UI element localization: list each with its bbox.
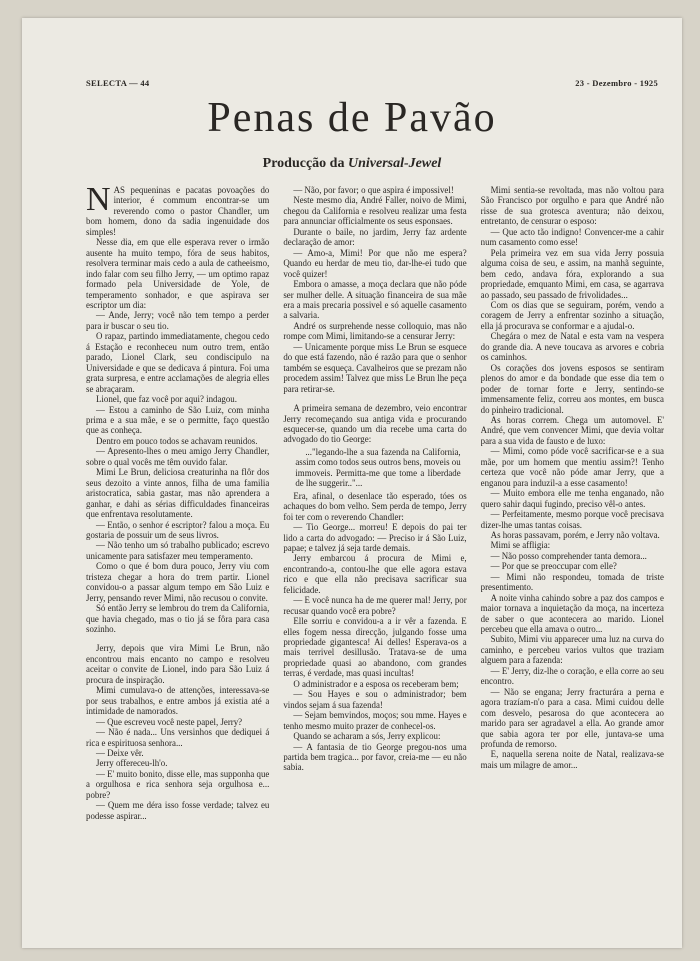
paragraph: — Não se engana; Jerry fracturára a perna e agora trazíam-n'o para a casa. Mimi cuidou delle com desvelo, pesarosa do que acontecera ao marido para ser agradavel a ella. Ao grande amor que sabia agora ter por elle, juntava-se uma profunda de remorso.	[480, 686, 664, 750]
paragraph: Chegára o mez de Natal e esta vam na vespera do grande dia. A neve toucava as arvores e cobria os caminhos.	[480, 331, 664, 363]
paragraph: Embora o amasse, a moça declara que não póde ser mulher delle. A situação financeira de sua mãe era a mais precaria possivel e só aquelle casamento a salvaria.	[283, 279, 467, 321]
paragraph: — A fantasia de tio George pregou-nos uma partida bem tragica... por favor, creia-me — eu não sabia.	[283, 741, 467, 773]
paragraph: — Mimi, como póde você sacrificar-se e a sua mãe, por um homem que mentiu assim?! Tenho certeza que você não póde amar Jerry, que a enganou para induzil-a a esse casamento!	[480, 446, 664, 488]
article-subtitle	[22, 156, 682, 172]
paragraph: — E' Jerry, diz-lhe o coração, e ella corre ao seu encontro.	[480, 665, 664, 687]
paragraph: Quando se acharam a sós, Jerry explicou:	[293, 731, 441, 742]
paragraph: Mimi Le Brun, deliciosa creaturinha na flôr dos seus dezoito a vinte annos, filha de uma familia aristocratica, sabia gastar, mas não aprendera a ganhar, e dahi as sérias difficuldades financeiras que enfrentava resolutamente.	[86, 467, 270, 520]
paragraph: A primeira semana de dezembro, veio encontrar Jerry recomeçando sua antiga vida e procurando esquecer-se, quando um dia recebe uma carta do advogado do tio George:	[283, 403, 467, 445]
paragraph: — E você nunca ha de me querer mal! Jerry, por recusar quando você era pobre?	[283, 595, 467, 616]
paragraph: — Não é nada... Uns versinhos que dediquei á rica e espirituosa senhora...	[86, 727, 270, 748]
header-date: 23 - Dezembro - 1925	[575, 78, 658, 88]
paragraph: — Ande, Jerry; você não tem tempo a perder para ir buscar o seu tio.	[86, 310, 270, 331]
paragraph: Como o que é bom dura pouco, Jerry viu com tristeza chegar a hora do trem partir. Lionel convidou-o a passar algum tempo em São Luiz e Jerry, pensando rever Mimi, não recusou o convite.	[86, 561, 270, 603]
paragraph: O rapaz, partindo immediatamente, chegou cedo á Estação e reconheceu num outro trem, então parado, Lionel Clark, seu condiscipulo na Universidade e que se dedicava á pintura. Foi uma grata surpresa, e entre acclamações de alegria elles se abraçaram.	[86, 331, 270, 394]
paragraph: — Tio George... morreu! E depois do pai ter lido a carta do advogado: — Preciso ir á São Luiz, papae; e talvez já seja tarde demais.	[283, 522, 467, 553]
article-body	[86, 185, 664, 935]
paragraph: Os corações dos jovens esposos se sentiram plenos do amor e da bondade que esse dia tem o poder de tornar forte e Jerry, sentindo-se immensamente feliz, correu aos montes, em busca do pinheiro tradicional.	[480, 362, 664, 415]
paragraph: — Deixe vêr.	[96, 748, 144, 759]
paragraph-text: AS pequeninas e pacatas povoações do interior, é commum encontrar-se um reverendo como o pastor Chandler, um bom homem, dono da sadia ingenuidade dos simples!	[86, 185, 270, 237]
paragraph: E, naquella serena noite de Natal, realizava-se mais um milagre de amor...	[480, 749, 664, 770]
paragraph: Elle sorriu e convidou-a a ir vêr a fazenda. E elles fogem nessa direcção, julgando fosse uma propriedade gigantesca! Ai delles! Esperava-os a mais terrivel desillusão. Tratava-se de uma propriedade quasi ao abandono, com grandes terras, é verdade, mas quasi incultas!	[283, 616, 467, 679]
paragraph: — E' muito bonito, disse elle, mas supponha que a orgulhosa e rica senhora seja orgulhosa e... pobre?	[86, 768, 270, 800]
paragraph: — Não, por favor; o que aspira é impossivel!	[293, 185, 454, 195]
paragraph: Mimi cumulava-o de attenções, interessava-se por seus trabalhos, e entre ambos já existia até a intimidade de namorados.	[86, 685, 270, 717]
paragraph: André os surprehende nesse colloquio, mas não rompe com Mimi, limitando-se a censurar Jerry:	[283, 320, 467, 342]
paragraph: — Não tenho um só trabalho publicado; escrevo unicamente para satisfazer meu temperamento.	[86, 540, 270, 561]
paragraph: Jerry embarcou á procura de Mimi e, encontrando-a, contou-lhe que elle agora estava rico e que ella não precisava sacrificar sua felicidade.	[283, 553, 467, 595]
paragraph: — Quem me déra isso fosse verdade; talvez eu podesse aspirar...	[86, 800, 270, 821]
paragraph: Neste mesmo dia, André Faller, noivo de Mimi, chegou da California e resolveu realizar uma festa para annunciar officialmente os seus esponsaes.	[283, 195, 467, 227]
text-column-1	[86, 185, 269, 935]
paragraph	[86, 185, 269, 237]
paragraph: O administrador e a esposa os receberam bem;	[293, 678, 459, 689]
paragraph: ..."legando-lhe a sua fazenda na California, assim como todos seus outros bens, moveis ou immoveis. Permitta-me que tome a liberdade de lhe suggerir.."...	[295, 446, 461, 489]
paragraph: — Sou Hayes e sou o administrador; bem vindos sejam á sua fazenda!	[283, 689, 467, 710]
text-column-2	[283, 185, 466, 935]
paragraph: — Então, o senhor é escriptor? falou a moça. Eu gostaria de possuir um de seus livros.	[86, 519, 270, 540]
paragraph: Mimi sentia-se revoltada, mas não voltou para São Francisco por orgulho e para que André não risse de sua grotesca aventura; não deixou, entretanto, de censurar o esposo:	[480, 185, 664, 227]
paragraph: As horas passavam, porém, e Jerry não voltava.	[490, 529, 660, 540]
paragraph: — Que escreveu você neste papel, Jerry?	[96, 716, 243, 727]
subtitle-studio: Universal-Jewel	[347, 156, 442, 171]
page-header	[86, 78, 658, 92]
paragraph: — Não posso comprehender tanta demora...	[490, 550, 647, 561]
paragraph: As horas correm. Chega um automovel. E' André, que vem convencer Mimi, que devia voltar para a sua vida de fausto e de luxo:	[480, 414, 664, 446]
subtitle-prefix: Producção da	[262, 156, 348, 171]
paragraph: Pela primeira vez em sua vida Jerry possuia alguma coisa de seu, e assim, na manhã seguinte, bem cedo, andava fóra, explorando a sua propriedade, emquanto Mimi, em casa, se agarrava ao passado, seu passado de frivolidades...	[480, 247, 664, 300]
paragraph: Lionel, que faz você por aqui? indagou.	[96, 394, 237, 405]
paragraph: Era, afinal, o desenlace tão esperado, tóes os achaques do bom velho. Sem perda de tempo, Jerry foi ter com o reverendo Chandler:	[283, 490, 467, 522]
paragraph: Jerry offereceu-lh'o.	[96, 758, 168, 769]
header-magazine-page-number: SELECTA — 44	[86, 78, 150, 88]
paragraph: Nesse dia, em que elle esperava rever o irmão ausente ha muito tempo, fóra de seus habitos, resolvera terminar mais cedo a aula de catheeismo, indo falar com seu filho Jerry, — um optimo rapaz formado pela Universidade de Yole, de temperamento sonhador, e que aspirava ser escriptor um dia:	[86, 237, 270, 310]
paragraph: A noite vinha cahindo sobre a paz dos campos e maior tornava a inquietação da moça, na incerteza de saber o que acontecera ao marido. Lionel percebeu que ella amava o outro...	[480, 592, 664, 635]
paragraph: — Amo-a, Mimi! Por que não me espera? Quando eu herdar de meu tio, dar-lhe-ei tudo que você quizer!	[283, 247, 467, 279]
text-column-3	[481, 185, 664, 935]
paragraph: Jerry, depois que vira Mimi Le Brun, não encontrou mais encanto no campo e resolveu aceitar o convite de Lionel, indo para São Luiz á procura de inspiração.	[86, 643, 270, 685]
paragraph: — Apresento-lhes o meu amigo Jerry Chandler, sobre o qual vocês me têm ouvido falar.	[86, 446, 270, 467]
paragraph: — Estou a caminho de São Luiz, com minha prima e a sua mãe, e se o permitte, faço questão que as conheça.	[86, 404, 270, 436]
paragraph: Subito, Mimi viu apparecer uma luz na curva do caminho, e percebeu varios vultos que traziam alguem para a fazenda:	[480, 634, 664, 666]
paragraph: — Unicamente porque miss Le Brun se esquece do que está fazendo, não é razão para que o senhor também se esqueça. Cavalheiros que se prezam não procedem assim! Talvez que miss Le Brun lhe peça para retirar-se.	[283, 341, 467, 394]
article-title: Penas de Pavão	[207, 95, 497, 141]
paragraph: — Muito embora elle me tenha enganado, não quero sahir daqui fugindo, preciso vêl-o antes.	[480, 488, 664, 509]
paragraph: — Sejam bemvindos, moços; sou mme. Hayes e tenho mesmo muito prazer de conhecel-os.	[283, 710, 467, 731]
paragraph: — Mimi não respondeu, tomada de triste presentimento.	[480, 571, 664, 593]
paragraph: Com os dias que se seguiram, porém, vendo a coragem de Jerry a enfrentar sozinho a situação, ella já procurava se conformar e a ajudal-o.	[480, 299, 664, 331]
paragraph: — Por que se preoccupar com elle?	[490, 561, 617, 572]
paragraph: — Perfeitamente, mesmo porque você precisava dizer-lhe umas tantas coisas.	[480, 509, 664, 530]
paragraph: Só então Jerry se lembrou do trem da California, que havia chegado, mas o tio já se fôra para casa sozinho.	[86, 603, 270, 635]
drop-cap-n: N	[86, 185, 111, 218]
paragraph: Dentro em pouco todos se achavam reunidos.	[96, 435, 258, 446]
paragraph: Durante o baile, no jardim, Jerry faz ardente declaração de amor:	[283, 226, 467, 248]
magazine-page	[22, 18, 682, 948]
paragraph: — Que acto tão indigno! Convencer-me a cahir num casamento como esse!	[480, 226, 664, 248]
paragraph: Mimi se affligia:	[490, 540, 551, 551]
